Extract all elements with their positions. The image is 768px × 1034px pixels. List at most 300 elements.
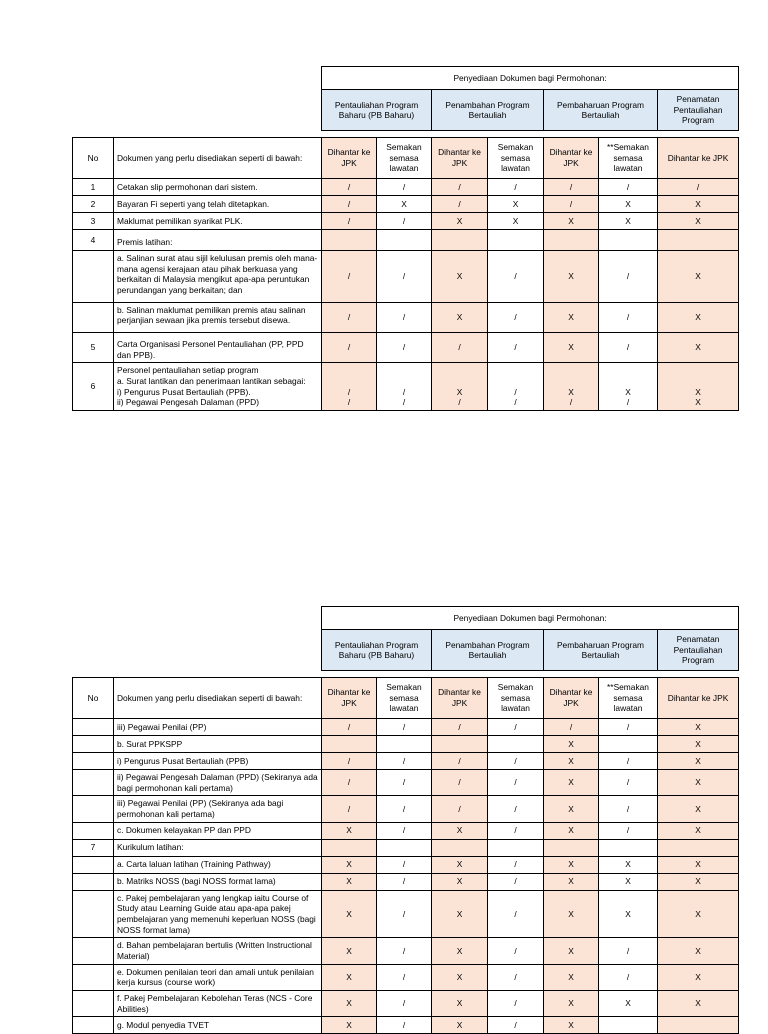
mark-value: X [625,215,631,226]
requirement-mark [544,213,599,230]
mark-value: / [626,755,630,766]
header-blank [73,607,322,630]
document-description [114,230,322,251]
document-line: Premis latihan: [117,236,173,247]
mark-value: / [514,859,517,870]
document-line: Bayaran Fi seperti yang telah ditetapkan. [117,198,270,209]
requirement-mark [377,230,432,251]
requirement-mark [599,213,658,230]
table-row [73,839,739,856]
mark-value: X [568,777,574,788]
requirement-mark [322,179,377,196]
table-body [73,179,739,411]
row-number: 7 [73,839,114,856]
table-row [73,230,739,251]
document-line: f. Pakej Pembelajaran Kebolehan Teras (NCS - Core Abilities) [117,993,313,1014]
mark-value: / [514,825,517,836]
requirement-mark [599,333,658,363]
mark-value: X [568,859,574,870]
document-line: i) Pengurus Pusat Bertauliah (PPB). [117,386,251,397]
mark-value [547,365,595,376]
mark-value: X [695,945,701,956]
requirement-mark [488,822,544,839]
requirement-mark [432,753,488,770]
subheader-semakan: Semakan semasa lawatan [488,138,544,179]
mark-value: / [347,181,351,192]
mark-value: / [514,386,517,397]
mark-value: X [695,342,701,353]
document-description [114,753,322,770]
requirement-mark [544,196,599,213]
document-line: i) Pengurus Pusat Bertauliah (PPB) [117,755,249,766]
document-description [114,719,322,736]
requirement-mark [599,196,658,213]
requirement-mark [658,753,739,770]
requirement-mark [658,770,739,796]
requirement-mark [322,938,377,964]
mark-value: / [347,803,351,814]
mark-value: / [458,721,461,732]
document-description [114,873,322,890]
requirement-mark [322,251,377,303]
mark-value: / [347,198,351,209]
mark-value: / [458,181,461,192]
row-number [73,938,114,964]
requirement-mark [322,856,377,873]
requirement-mark [432,213,488,230]
row-number [73,822,114,839]
header-document: Dokumen yang perlu disediakan seperti di bawah: [114,678,322,719]
subheader-semakan: **Semakan semasa lawatan [599,678,658,719]
requirement-mark [658,213,739,230]
mark-value: / [514,397,517,408]
requirement-mark [599,873,658,890]
mark-value: X [346,998,352,1009]
mark-value: X [456,271,463,281]
mark-value: X [695,876,701,887]
mark-value: / [514,945,517,956]
group-header-penamatan: Penamatan Pentauliahan Program [658,630,739,671]
requirement-mark [432,796,488,822]
mark-value [547,842,595,853]
mark-value [661,1020,735,1031]
row-number [73,964,114,990]
document-description [114,964,322,990]
mark-value: / [626,945,630,956]
requirement-mark [488,856,544,873]
mark-value: / [402,876,406,887]
requirement-mark [432,196,488,213]
requirement-mark [432,938,488,964]
requirement-mark [432,890,488,938]
table-row [73,856,739,873]
mark-value: X [695,738,701,749]
requirement-mark [599,890,658,938]
row-number [73,873,114,890]
requirement-mark [544,991,599,1017]
mark-value: / [569,181,573,192]
table-row [73,333,739,363]
table-row [73,822,739,839]
mark-value: / [626,271,630,281]
requirement-mark [599,753,658,770]
mark-value: / [514,908,517,919]
mark-value: / [569,198,573,209]
table-row [73,964,739,990]
mark-value: / [458,803,461,814]
requirement-mark [377,991,432,1017]
mark-value: X [346,945,352,956]
mark-value: / [569,397,573,408]
row-number: 1 [73,179,114,196]
requirement-mark [488,179,544,196]
document-description [114,213,322,230]
mark-value: / [514,803,517,814]
mark-value [491,739,540,750]
mark-value: / [347,342,351,353]
mark-value: X [568,825,574,836]
requirement-mark [599,964,658,990]
table-row [73,719,739,736]
requirement-mark [377,753,432,770]
mark-value: / [696,181,700,192]
requirement-mark [658,719,739,736]
requirement-mark [599,1017,658,1034]
mark-value: X [695,972,701,983]
requirement-mark [432,333,488,363]
document-description [114,179,322,196]
document-description [114,363,322,411]
row-number: 3 [73,213,114,230]
requirement-mark [488,251,544,303]
mark-value: X [568,876,574,887]
mark-value: / [458,755,461,766]
mark-value: / [347,755,351,766]
requirement-mark [377,719,432,736]
mark-value [547,235,595,246]
group-header-penamatan: Penamatan Pentauliahan Program [658,90,739,131]
mark-value [602,842,654,853]
requirement-mark [599,796,658,822]
mark-value [602,1020,654,1031]
row-number [73,753,114,770]
mark-value [435,376,484,387]
document-line: b. Salinan maklumat pemilikan premis atau salinan perjanjian sewaan jika premis tersebut disewa. [117,304,306,326]
mark-value [325,365,373,376]
document-line: iii) Pegawai Penilai (PP) (Sekiranya ada bagi permohonan kali pertama) [117,798,284,820]
requirement-mark [544,333,599,363]
mark-value: / [458,198,461,209]
mark-value [380,376,428,387]
document-line: a. Carta laluan latihan (Training Pathway) [117,859,271,870]
requirement-mark [488,333,544,363]
requirement-mark [599,856,658,873]
document-description [114,1017,322,1034]
mark-value: / [402,755,406,766]
row-number: 2 [73,196,114,213]
mark-value [380,365,428,376]
requirement-mark [322,770,377,796]
document-line: Carta Organisasi Personel Pentauliahan (PP, PPD dan PPB). [117,339,304,360]
mark-value: X [625,908,631,919]
table-row [73,890,739,938]
mark-value [661,365,735,376]
requirement-mark [432,1017,488,1034]
requirement-mark [432,363,488,411]
requirement-mark [322,839,377,856]
requirement-mark [432,822,488,839]
mark-value: / [626,803,630,814]
mark-value: / [347,397,351,408]
requirement-mark [377,770,432,796]
mark-value: X [695,721,701,732]
mark-value: X [695,312,701,323]
requirement-mark [377,964,432,990]
row-number [73,736,114,753]
header-blank [73,67,322,90]
mark-value: X [456,972,463,983]
group-header-penambahan: Penambahan Program Bertauliah [432,630,544,671]
requirement-mark [377,822,432,839]
requirement-mark [322,363,377,411]
requirement-mark [377,856,432,873]
mark-value: / [402,181,406,192]
row-number [73,251,114,303]
row-number: 5 [73,333,114,363]
requirement-mark [544,873,599,890]
requirement-mark [544,822,599,839]
requirement-mark [599,938,658,964]
subheader-semakan: Semakan semasa lawatan [377,678,432,719]
requirement-mark [658,251,739,303]
requirement-mark [544,770,599,796]
header-no: No [73,138,114,179]
group-header-pembaharuan: Pembaharuan Program Bertauliah [544,630,658,671]
mark-value: X [346,825,352,836]
mark-value: X [346,859,352,870]
mark-value: X [695,908,701,919]
requirement-mark [599,179,658,196]
requirement-mark [488,873,544,890]
mark-value: X [568,1020,574,1031]
mark-value: / [347,386,351,397]
requirement-mark [377,179,432,196]
requirement-mark [658,839,739,856]
mark-value [435,739,484,750]
requirement-mark [322,890,377,938]
requirement-mark [432,230,488,251]
requirement-mark [658,822,739,839]
requirement-mark [658,964,739,990]
requirement-mark [488,736,544,753]
subheader-dihantar: Dihantar ke JPK [432,678,488,719]
mark-value: / [514,312,517,323]
document-line: d. Bahan pembelajaran bertulis (Written Instructional Material) [117,940,312,962]
mark-value: X [346,1020,352,1031]
requirement-mark [544,719,599,736]
document-description [114,839,322,856]
mark-value: / [514,181,517,192]
mark-value: / [626,825,630,836]
mark-value: / [402,342,406,353]
mark-value: X [512,215,519,226]
mark-value [547,376,595,387]
mark-value: X [456,998,463,1009]
requirement-mark [488,991,544,1017]
mark-value: X [456,825,463,836]
requirement-mark [658,302,739,332]
document-line: c. Pakej pembelajaran yang lengkap iaitu Course of Study atau Learning Guide atau apa-apa pakej pembelajaran yang memenuhi keperluan NOSS (bagi NOSS format lama) [117,892,316,935]
document-requirements-table-1 [72,66,739,411]
mark-value: X [568,755,574,766]
requirement-mark [544,230,599,251]
requirement-mark [599,991,658,1017]
mark-value: X [695,777,701,788]
requirement-mark [322,964,377,990]
requirement-mark [658,991,739,1017]
mark-value: / [626,397,630,408]
mark-value: / [402,312,406,323]
document-line: a. Surat lantikan dan penerimaan lantikan sebagai: [117,376,306,387]
row-number [73,302,114,332]
mark-value: / [626,181,630,192]
requirement-mark [432,736,488,753]
mark-value: / [458,342,461,353]
mark-value: X [568,945,574,956]
requirement-mark [544,1017,599,1034]
table-row [73,736,739,753]
mark-value: / [402,859,406,870]
document-line: e. Dokumen penilaian teori dan amali untuk penilaian kerja kursus (course work) [117,966,314,988]
requirement-mark [377,302,432,332]
mark-value: X [695,825,701,836]
mark-value [435,235,484,246]
mark-value [661,235,735,246]
requirement-mark [658,230,739,251]
mark-value: X [456,908,463,919]
mark-value: X [568,215,574,226]
requirement-mark [488,796,544,822]
mark-value [325,739,373,750]
row-number [73,770,114,796]
document-line: c. Dokumen kelayakan PP dan PPD [117,825,251,836]
requirement-mark [322,873,377,890]
mark-value: X [625,859,631,870]
mark-value [602,739,654,750]
row-number [73,856,114,873]
document-line: b. Matriks NOSS (bagi NOSS format lama) [117,876,276,887]
requirement-mark [658,796,739,822]
mark-value: X [625,386,631,397]
requirement-mark [488,213,544,230]
mark-value: X [401,198,407,209]
requirement-mark [599,719,658,736]
subheader-dihantar: Dihantar ke JPK [432,138,488,179]
mark-value: X [625,876,631,887]
table-body [73,719,739,1034]
mark-value: X [695,859,701,870]
subheader-dihantar: Dihantar ke JPK [658,678,739,719]
requirement-mark [488,302,544,332]
mark-value: X [346,908,352,919]
mark-value: / [458,397,461,408]
subheader-semakan: Semakan semasa lawatan [488,678,544,719]
requirement-mark [599,230,658,251]
requirement-mark [432,251,488,303]
requirement-mark [322,753,377,770]
mark-value: / [402,945,406,956]
mark-value: / [514,721,517,732]
mark-value: X [456,945,463,956]
mark-value [380,842,428,853]
requirement-mark [488,230,544,251]
requirement-mark [322,196,377,213]
header-no: No [73,678,114,719]
subheader-semakan: Semakan semasa lawatan [377,138,432,179]
mark-value: X [568,803,574,814]
mark-value: X [456,859,463,870]
requirement-mark [488,1017,544,1034]
requirement-mark [599,770,658,796]
table-row [73,770,739,796]
document-description [114,251,322,303]
requirement-mark [544,938,599,964]
mark-value: X [695,755,701,766]
requirement-mark [658,196,739,213]
mark-value: X [625,998,631,1009]
row-number [73,1017,114,1034]
mark-value [491,365,540,376]
table-row [73,873,739,890]
requirement-mark [432,991,488,1017]
requirement-mark [658,890,739,938]
requirement-mark [488,890,544,938]
mark-value: X [568,342,574,353]
requirement-mark [432,839,488,856]
row-number [73,890,114,938]
mark-value: / [626,777,630,788]
table-row [73,302,739,332]
mark-value: X [568,386,574,397]
requirement-mark [658,363,739,411]
mark-value: X [695,397,701,408]
mark-value: / [514,777,517,788]
row-number: 4 [73,230,114,251]
requirement-mark [432,179,488,196]
row-number [73,796,114,822]
table-row [73,753,739,770]
requirement-mark [377,736,432,753]
mark-value [491,842,540,853]
mark-value [435,365,484,376]
requirement-mark [488,938,544,964]
requirement-mark [544,736,599,753]
requirement-mark [377,363,432,411]
mark-value [602,235,654,246]
requirement-mark [599,822,658,839]
document-line: a. Salinan surat atau sijil kelulusan premis oleh mana-mana agensi kerajaan atau pihak berkuasa yang berkaitan di Malaysia mengikut apa-apa peruntukan perundangan yang berkaitan; dan [117,253,318,296]
requirement-mark [544,839,599,856]
group-header-baharu: Pentauliahan Program Baharu (PB Baharu) [322,630,432,671]
subheader-semakan: **Semakan semasa lawatan [599,138,658,179]
subheader-dihantar: Dihantar ke JPK [544,138,599,179]
requirement-mark [544,302,599,332]
mark-value: / [402,215,406,226]
requirement-mark [432,964,488,990]
requirement-mark [658,938,739,964]
mark-value: X [456,876,463,887]
subheader-dihantar: Dihantar ke JPK [544,678,599,719]
